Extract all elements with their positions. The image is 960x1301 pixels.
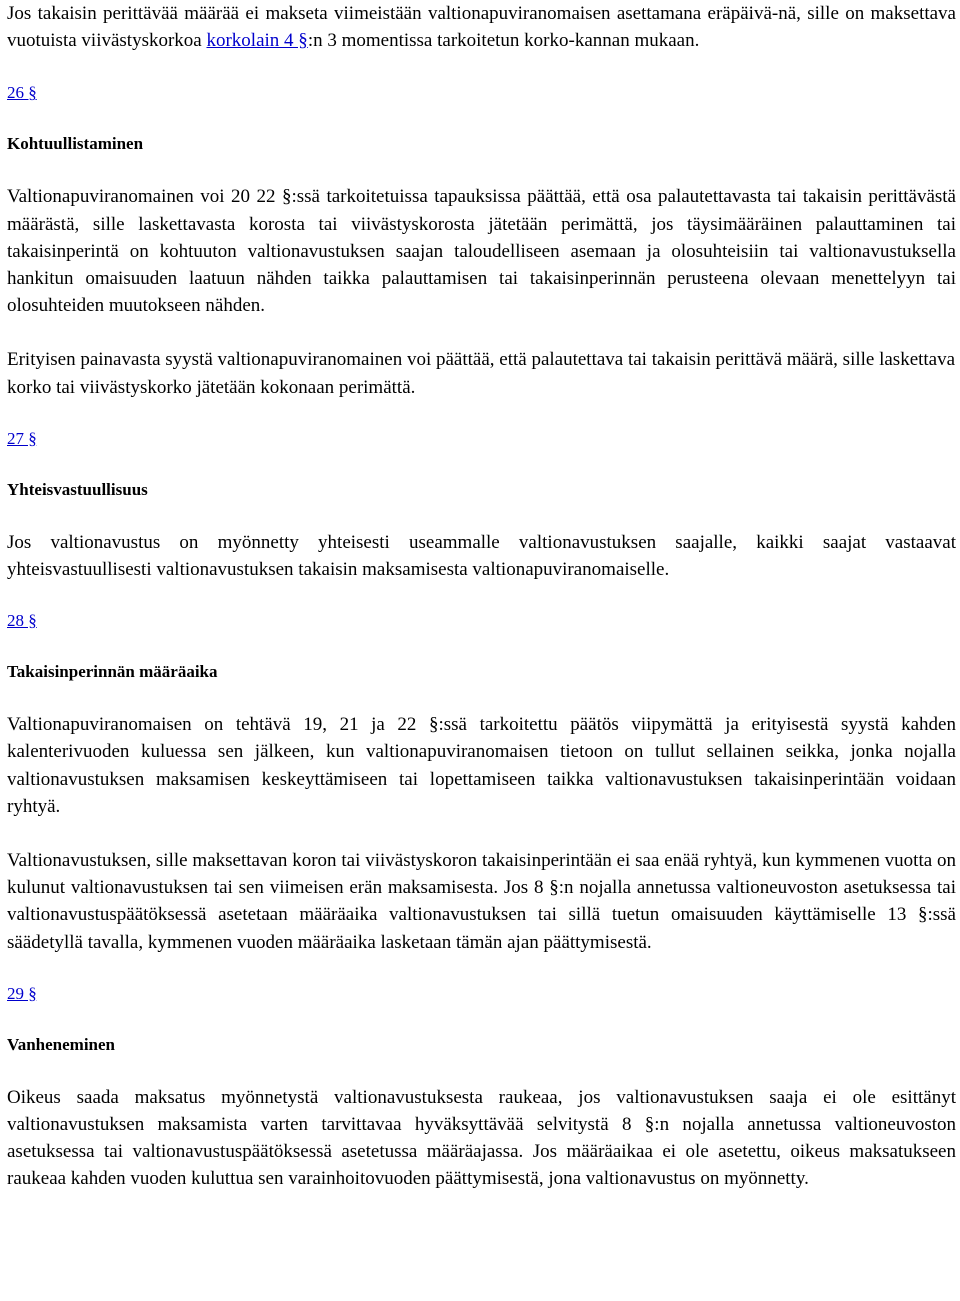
section-27-paragraph-1: Jos valtionavustus on myönnetty yhteisesti useammalle valtionavustuksen saajalle, kaikki saajat vastaavat yhteisvastuullisesti valtionavustuksen takaisin maksamisesta valtionapuviranomaiselle.	[7, 531, 956, 581]
intro-text-after: :n 3 momentissa tarkoitetun korko-kannan mukaan.	[307, 30, 700, 52]
section-26-title: Kohtuullistaminen	[7, 134, 144, 154]
section-29-paragraph-1: Oikeus saada maksatus myönnetystä valtionavustuksesta raukeaa, jos valtionavustuksen saaja ei ole esittänyt valtionavustuksen maksamista varten tarvittavaa hyväksyttävää selvitystä 8 §:n nojalla annetussa valtioneuvoston asetuksessa tai valtionavustuspäätöksessä asetetussa määräajassa. Jos määräaikaa ei ole asetettu, oikeus maksatukseen raukeaa kahden vuoden kuluttua sen varainhoitovuoden päättymisestä, jona valtionavustus on myönnetty.	[7, 1086, 956, 1190]
section-28-paragraph-2: Valtionavustuksen, sille maksettavan koron tai viivästyskoron takaisinperintään ei saa enää ryhtyä, kun kymmenen vuotta on kulunut valtionavustuksen tai sen viimeisen erän maksamisesta. Jos 8 §:n nojalla annetussa valtioneuvoston asetuksessa tai valtionavustuspäätöksessä asetetaan määräaika valtionavustuksen tai sillä tuetun omaisuuden käyttämiselle 13 §:ssä säädetyllä tavalla, kymmenen vuoden määräaika lasketaan tämän ajan päättymisestä.	[7, 850, 956, 953]
section-27-number	[7, 427, 956, 451]
section-27-link[interactable]: 27 §	[7, 428, 37, 448]
section-26-paragraph-2: Erityisen painavasta syystä valtionapuviranomainen voi päättää, että palautettava tai takaisin perittävä määrä, sille laskettava korko tai viivästyskorko jätetään kokonaan perimättä.	[7, 349, 956, 398]
section-29-link[interactable]: 29 §	[7, 983, 37, 1003]
section-29-title: Vanheneminen	[7, 1034, 116, 1054]
section-27-title: Yhteisvastuullisuus	[7, 479, 148, 499]
intro-paragraph	[7, 0, 956, 54]
intro-text-before: Jos takaisin perittävää määrää ei makseta viimeistään valtionapuviranomaisen asettamana eräpäivä-nä, sille on maksettava vuotuista viivästyskorkoa	[7, 3, 956, 52]
section-28-paragraph-1: Valtionapuviranomaisen on tehtävä 19, 21 ja 22 §:ssä tarkoitettu päätös viipymättä ja erityisestä syystä kahden kalenterivuoden kuluessa sen jälkeen, kun valtionapuviranomaisen tietoon on tullut sellainen seikka, jonka nojalla valtionavustuksen maksamisen keskeyttämiseen tai lopettamiseen taikka valtionavustuksen takaisinperintään voidaan ryhtyä.	[7, 714, 956, 817]
section-26-number	[7, 81, 956, 105]
section-29-number	[7, 982, 956, 1006]
korkolaki-link[interactable]: korkolain 4 §	[206, 30, 308, 52]
section-26-link[interactable]: 26 §	[7, 83, 37, 103]
section-28-title: Takaisinperinnän määräaika	[7, 662, 218, 682]
section-28-number	[7, 609, 956, 633]
section-26-paragraph-1: Valtionapuviranomainen voi 20 22 §:ssä tarkoitetuissa tapauksissa päättää, että osa palautettavasta tai takaisin perittävästä määrästä, sille laskettavasta korosta tai viivästyskorosta jätetään perimättä, jos täysimääräinen palauttaminen tai takaisinperintä on kohtuuton valtionavustuksen saajan taloudelliseen asemaan ja olosuhteisiin tai valtionavustuksella hankitun omaisuuden laatuun nähden taikka palauttamisen tai takaisinperinnän perusteena olevaan menettelyyn tai olosuhteiden muutokseen nähden.	[7, 186, 956, 317]
section-28-link[interactable]: 28 §	[7, 611, 37, 631]
